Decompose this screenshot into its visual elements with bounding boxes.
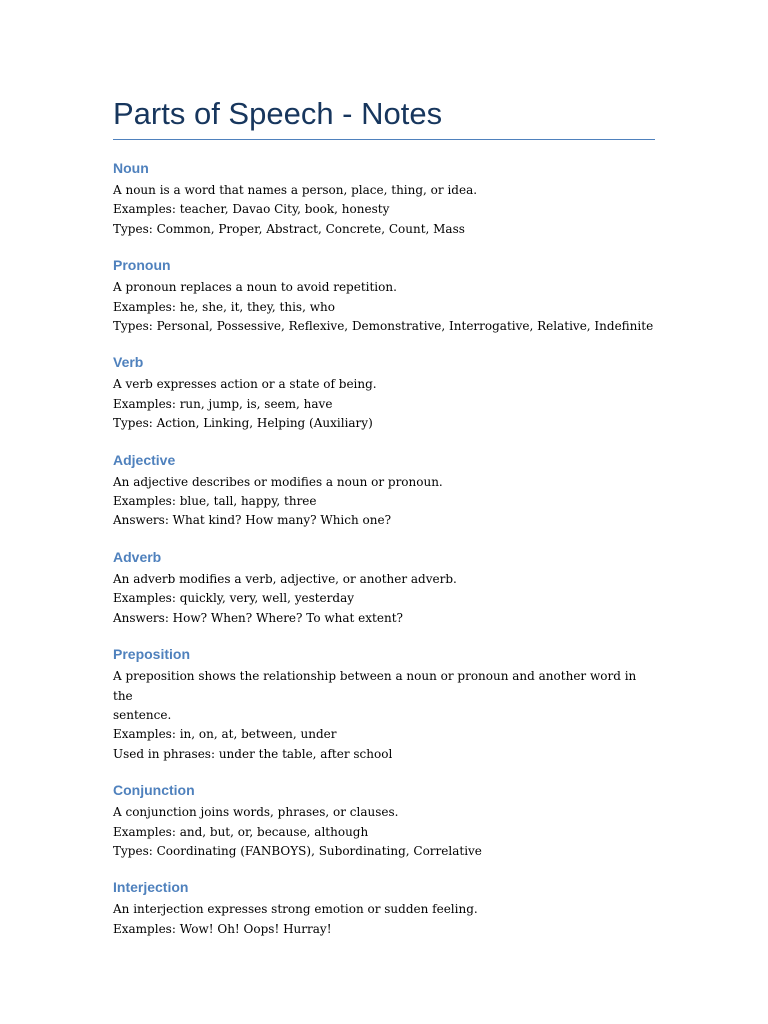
body-line: An adjective describes or modifies a noun or pronoun. xyxy=(113,474,443,489)
section-body-adjective xyxy=(113,473,655,531)
body-line: Examples: and, but, or, because, although xyxy=(113,824,369,839)
body-line: Types: Coordinating (FANBOYS), Subordinating, Correlative xyxy=(113,843,482,858)
section-body-noun xyxy=(113,181,655,239)
body-line: An adverb modifies a verb, adjective, or another adverb. xyxy=(113,571,457,586)
section-heading-interjection: Interjection xyxy=(113,879,189,896)
section-heading-pronoun: Pronoun xyxy=(113,257,171,274)
section-interjection xyxy=(113,878,655,939)
sections-container xyxy=(113,159,655,939)
body-line: A noun is a word that names a person, place, thing, or idea. xyxy=(113,183,478,197)
body-line: sentence. xyxy=(113,707,172,722)
body-line: Used in phrases: under the table, after school xyxy=(113,746,393,761)
section-heading-preposition: Preposition xyxy=(113,646,191,663)
section-body-adverb xyxy=(113,570,655,628)
body-line: Types: Common, Proper, Abstract, Concrete, Count, Mass xyxy=(113,221,465,236)
section-adverb xyxy=(113,548,655,628)
section-conjunction xyxy=(113,781,655,861)
body-line: Examples: Wow! Oh! Oops! Hurray! xyxy=(113,921,332,936)
body-line: Answers: How? When? Where? To what extent? xyxy=(113,610,403,625)
section-heading-verb: Verb xyxy=(113,354,144,371)
title-divider xyxy=(113,139,655,140)
body-line: Types: Personal, Possessive, Reflexive, Demonstrative, Interrogative, Relative, Indefinite xyxy=(113,319,654,334)
body-line: A verb expresses action or a state of being. xyxy=(113,377,377,392)
section-heading-conjunction: Conjunction xyxy=(113,782,195,799)
body-line: Examples: he, she, it, they, this, who xyxy=(113,299,335,314)
body-line: Types: Action, Linking, Helping (Auxiliary) xyxy=(113,416,373,431)
body-line: Answers: What kind? How many? Which one? xyxy=(113,513,392,528)
section-verb xyxy=(113,353,655,433)
body-line: Examples: in, on, at, between, under xyxy=(113,727,337,742)
section-body-conjunction xyxy=(113,803,655,861)
body-line: A preposition shows the relationship between a noun or pronoun and another word in the xyxy=(113,669,641,703)
page-title: Parts of Speech - Notes xyxy=(113,96,443,131)
section-body-verb xyxy=(113,375,655,433)
section-preposition xyxy=(113,645,655,764)
body-line: Examples: quickly, very, well, yesterday xyxy=(113,591,355,606)
document-content xyxy=(113,92,655,956)
section-body-interjection xyxy=(113,900,655,939)
section-body-preposition xyxy=(113,667,655,764)
section-pronoun xyxy=(113,256,655,336)
section-body-pronoun xyxy=(113,278,655,336)
body-line: Examples: blue, tall, happy, three xyxy=(113,494,317,509)
section-heading-noun: Noun xyxy=(113,160,149,176)
body-line: A conjunction joins words, phrases, or clauses. xyxy=(113,805,399,820)
body-line: A pronoun replaces a noun to avoid repetition. xyxy=(113,280,397,295)
body-line: Examples: run, jump, is, seem, have xyxy=(113,396,333,411)
section-heading-adverb: Adverb xyxy=(113,548,162,565)
body-line: An interjection expresses strong emotion or sudden feeling. xyxy=(113,902,478,917)
section-heading-adjective: Adjective xyxy=(113,451,176,468)
section-adjective xyxy=(113,451,655,531)
section-noun xyxy=(113,159,655,239)
body-line: Examples: teacher, Davao City, book, honesty xyxy=(113,202,390,217)
